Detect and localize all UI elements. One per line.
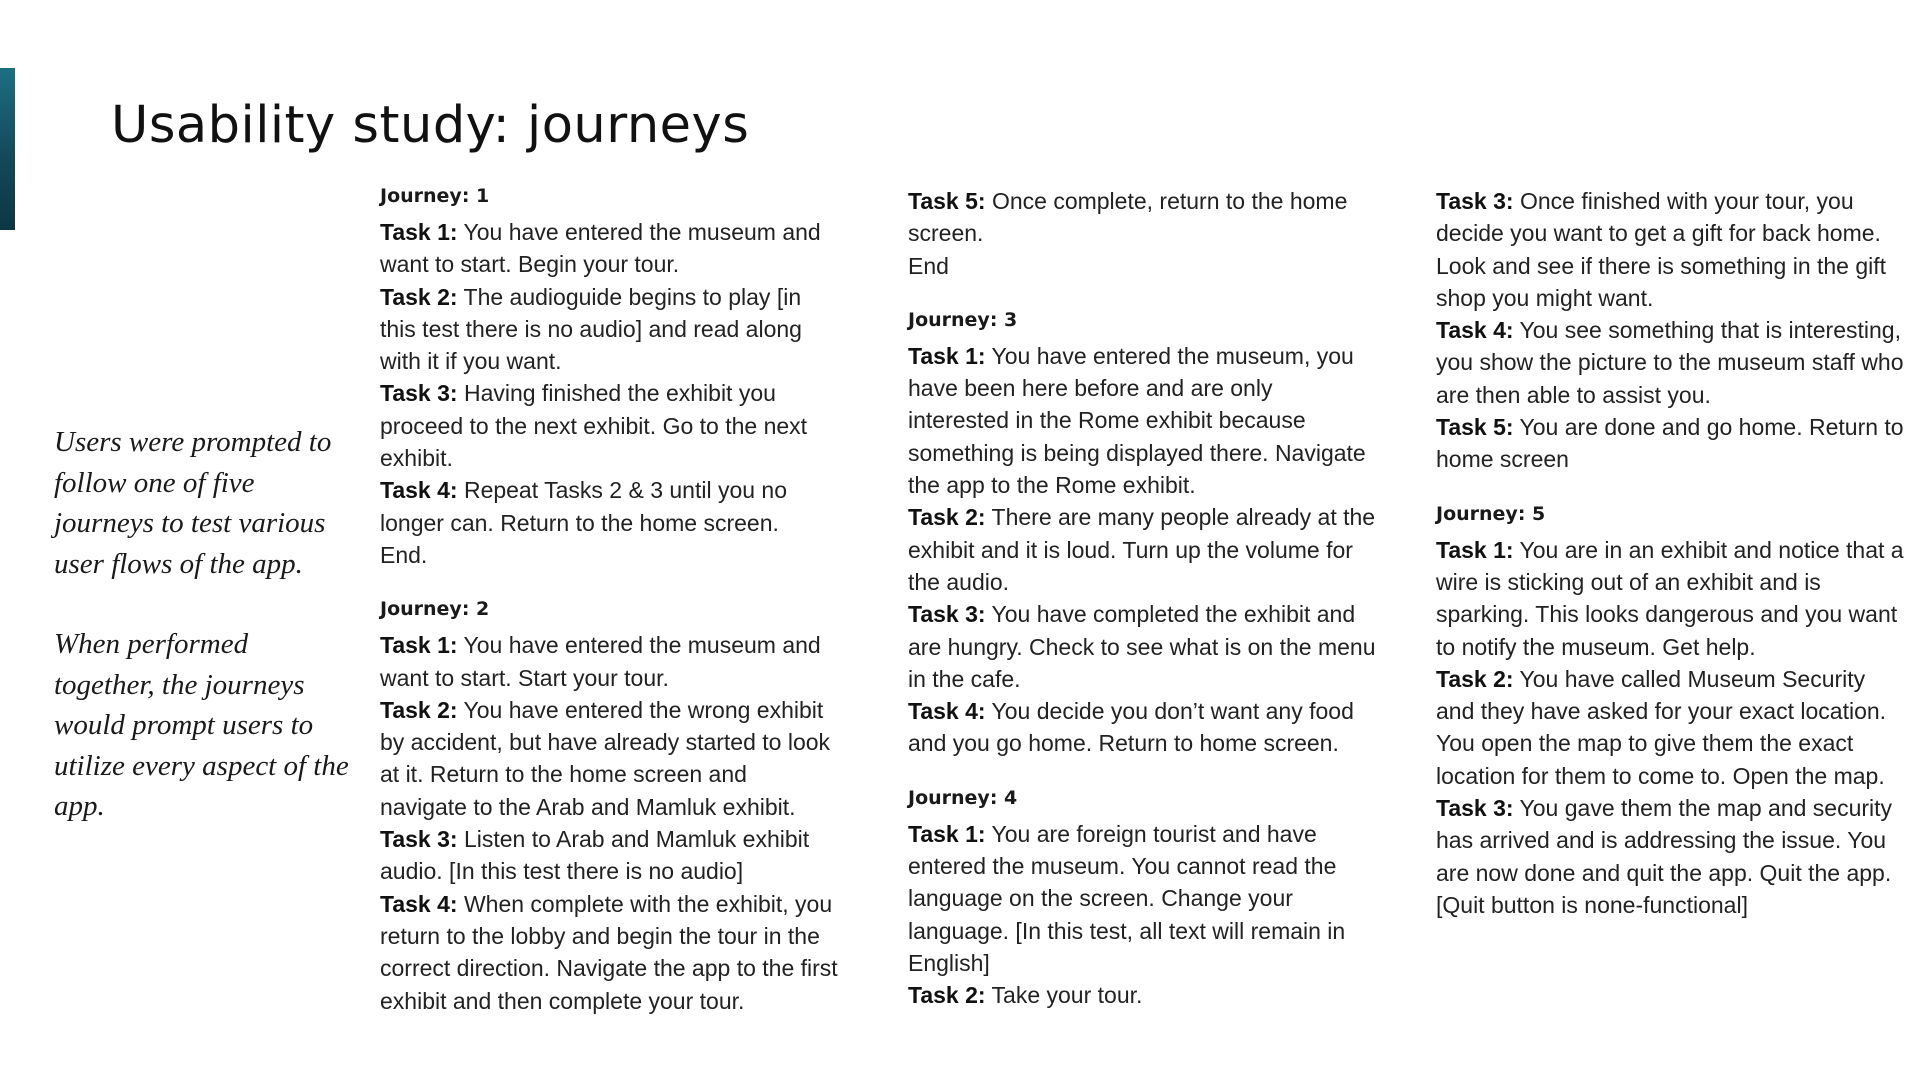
task-text: You are in an exhibit and notice that a wire is sticking out of an exhibit and is sparking. This looks dangerous and you want to notify the museum. Get help. [1436,536,1904,660]
task-item [380,377,840,474]
journey-heading: Journey: 4 [908,786,1018,809]
task-text: You are foreign tourist and have entered the museum. You cannot read the language on the screen. Change your language. [In this test, all text will remain in English] [908,820,1346,976]
task-text: There are many people already at the exhibit and it is loud. Turn up the volume for the audio. [908,504,1376,595]
journey-end: End. [380,541,428,568]
task-text: Listen to Arab and Mamluk exhibit audio. [In this test there is no audio] [380,826,810,885]
task-item [1436,314,1906,411]
task-text: Take your tour. [985,982,1143,1009]
task-label: Task 1: [908,342,986,369]
task-text: You are done and go home. Return to home screen [1436,414,1904,473]
task-label: Task 3: [380,380,458,407]
task-label: Task 2: [1436,665,1514,692]
task-item [908,818,1378,979]
task-label: Task 5: [1436,414,1514,441]
task-text: You have entered the museum, you have been here before and are only interested in the Rome exhibit because something is being displayed there. Navigate the app to the Rome exhibit. [908,342,1366,499]
journey-5 [1436,494,1906,922]
task-text: Having finished the exhibit you proceed to the next exhibit. Go to the next exhibit. [380,380,808,472]
task-label: Task 3: [908,601,986,628]
task-text: You gave them the map and security has arrived and is addressing the issue. You are now done and quit the app. Quit the app. [Quit button is none-functional] [1436,795,1893,918]
task-label: Task 1: [1436,536,1514,563]
task-text: The audioguide begins to play [in this test there is no audio] and read along with it if you want. [380,283,802,375]
journey-2 [380,589,840,1017]
task-text: Once finished with your tour, you decide you want to get a gift for back home. Look and see if there is something in the gift shop you might want. [1436,188,1887,311]
journey-heading: Journey: 3 [908,308,1018,331]
column-3 [1436,185,1906,939]
task-item [380,281,840,378]
journey-end: End [908,252,949,279]
journey-heading: Journey: 2 [380,598,490,621]
task-label: Task 2: [908,504,986,531]
task-item [380,474,840,539]
task-text: You have entered the wrong exhibit by accident, but have already started to look at it. Return to the home screen and navigate to the Arab and Mamluk exhibit. [380,696,831,820]
task-text: You decide you don’t want any food and you go home. Return to home screen. [908,698,1354,757]
task-item [908,501,1378,598]
task-text: Once complete, return to the home screen. [908,188,1348,247]
journey-2-continued [908,185,1378,282]
journey-heading: Journey: 5 [1436,502,1546,525]
task-label: Task 1: [908,820,986,847]
journey-heading: Journey: 1 [380,185,490,207]
task-text: You have entered the museum and want to start. Start your tour. [380,632,821,691]
task-item [1436,792,1906,921]
journey-3 [908,300,1378,760]
task-item [908,340,1378,501]
aside-notes [54,422,354,867]
task-label: Task 4: [380,477,458,504]
task-text: When complete with the exhibit, you return to the lobby and begin the tour in the correct direction. Navigate the app to the first exhibit and then complete your tour. [380,890,838,1014]
task-item [908,185,1378,250]
task-text: You have completed the exhibit and are hungry. Check to see what is on the menu in the cafe. [908,601,1376,692]
slide-title: Usability study: journeys [111,96,750,155]
column-2 [908,185,1378,1030]
task-label: Task 2: [908,982,986,1009]
task-text: You have entered the museum and want to start. Begin your tour. [380,219,821,278]
task-label: Task 4: [908,698,986,725]
task-label: Task 4: [1436,317,1514,344]
task-item [1436,663,1906,792]
task-text: You have called Museum Security and they have asked for your exact location. You open the map to give them the exact location for them to come to. Open the map. [1436,665,1887,789]
task-label: Task 4: [380,890,458,917]
aside-paragraph-1: Users were prompted to follow one of five journeys to test various user flows of the app. [54,426,332,580]
task-label: Task 2: [380,283,458,310]
task-label: Task 5: [908,188,986,214]
task-label: Task 3: [380,826,458,853]
task-item [1436,411,1906,476]
task-item [380,629,840,694]
column-1 [380,176,840,1035]
journey-4 [908,778,1378,1012]
task-item [908,979,1378,1011]
task-item [908,598,1378,695]
aside-paragraph-2: When performed together, the journeys would prompt users to utilize every aspect of the app. [54,628,349,822]
task-item [380,823,840,888]
task-item [380,694,840,823]
task-label: Task 2: [380,696,458,723]
task-label: Task 3: [1436,795,1514,822]
task-text: You see something that is interesting, you show the picture to the museum staff who are then able to assist you. [1436,317,1904,408]
task-label: Task 3: [1436,188,1514,214]
task-item [1436,185,1906,314]
task-label: Task 1: [380,632,458,659]
task-item [908,695,1378,760]
journey-1 [380,176,840,571]
task-item [1436,534,1906,663]
task-label: Task 1: [380,219,458,245]
task-text: Repeat Tasks 2 & 3 until you no longer can. Return to the home screen. [380,477,788,536]
accent-bar [0,68,15,230]
journey-4-continued [1436,185,1906,476]
task-item [380,888,840,1017]
task-item [380,216,840,281]
